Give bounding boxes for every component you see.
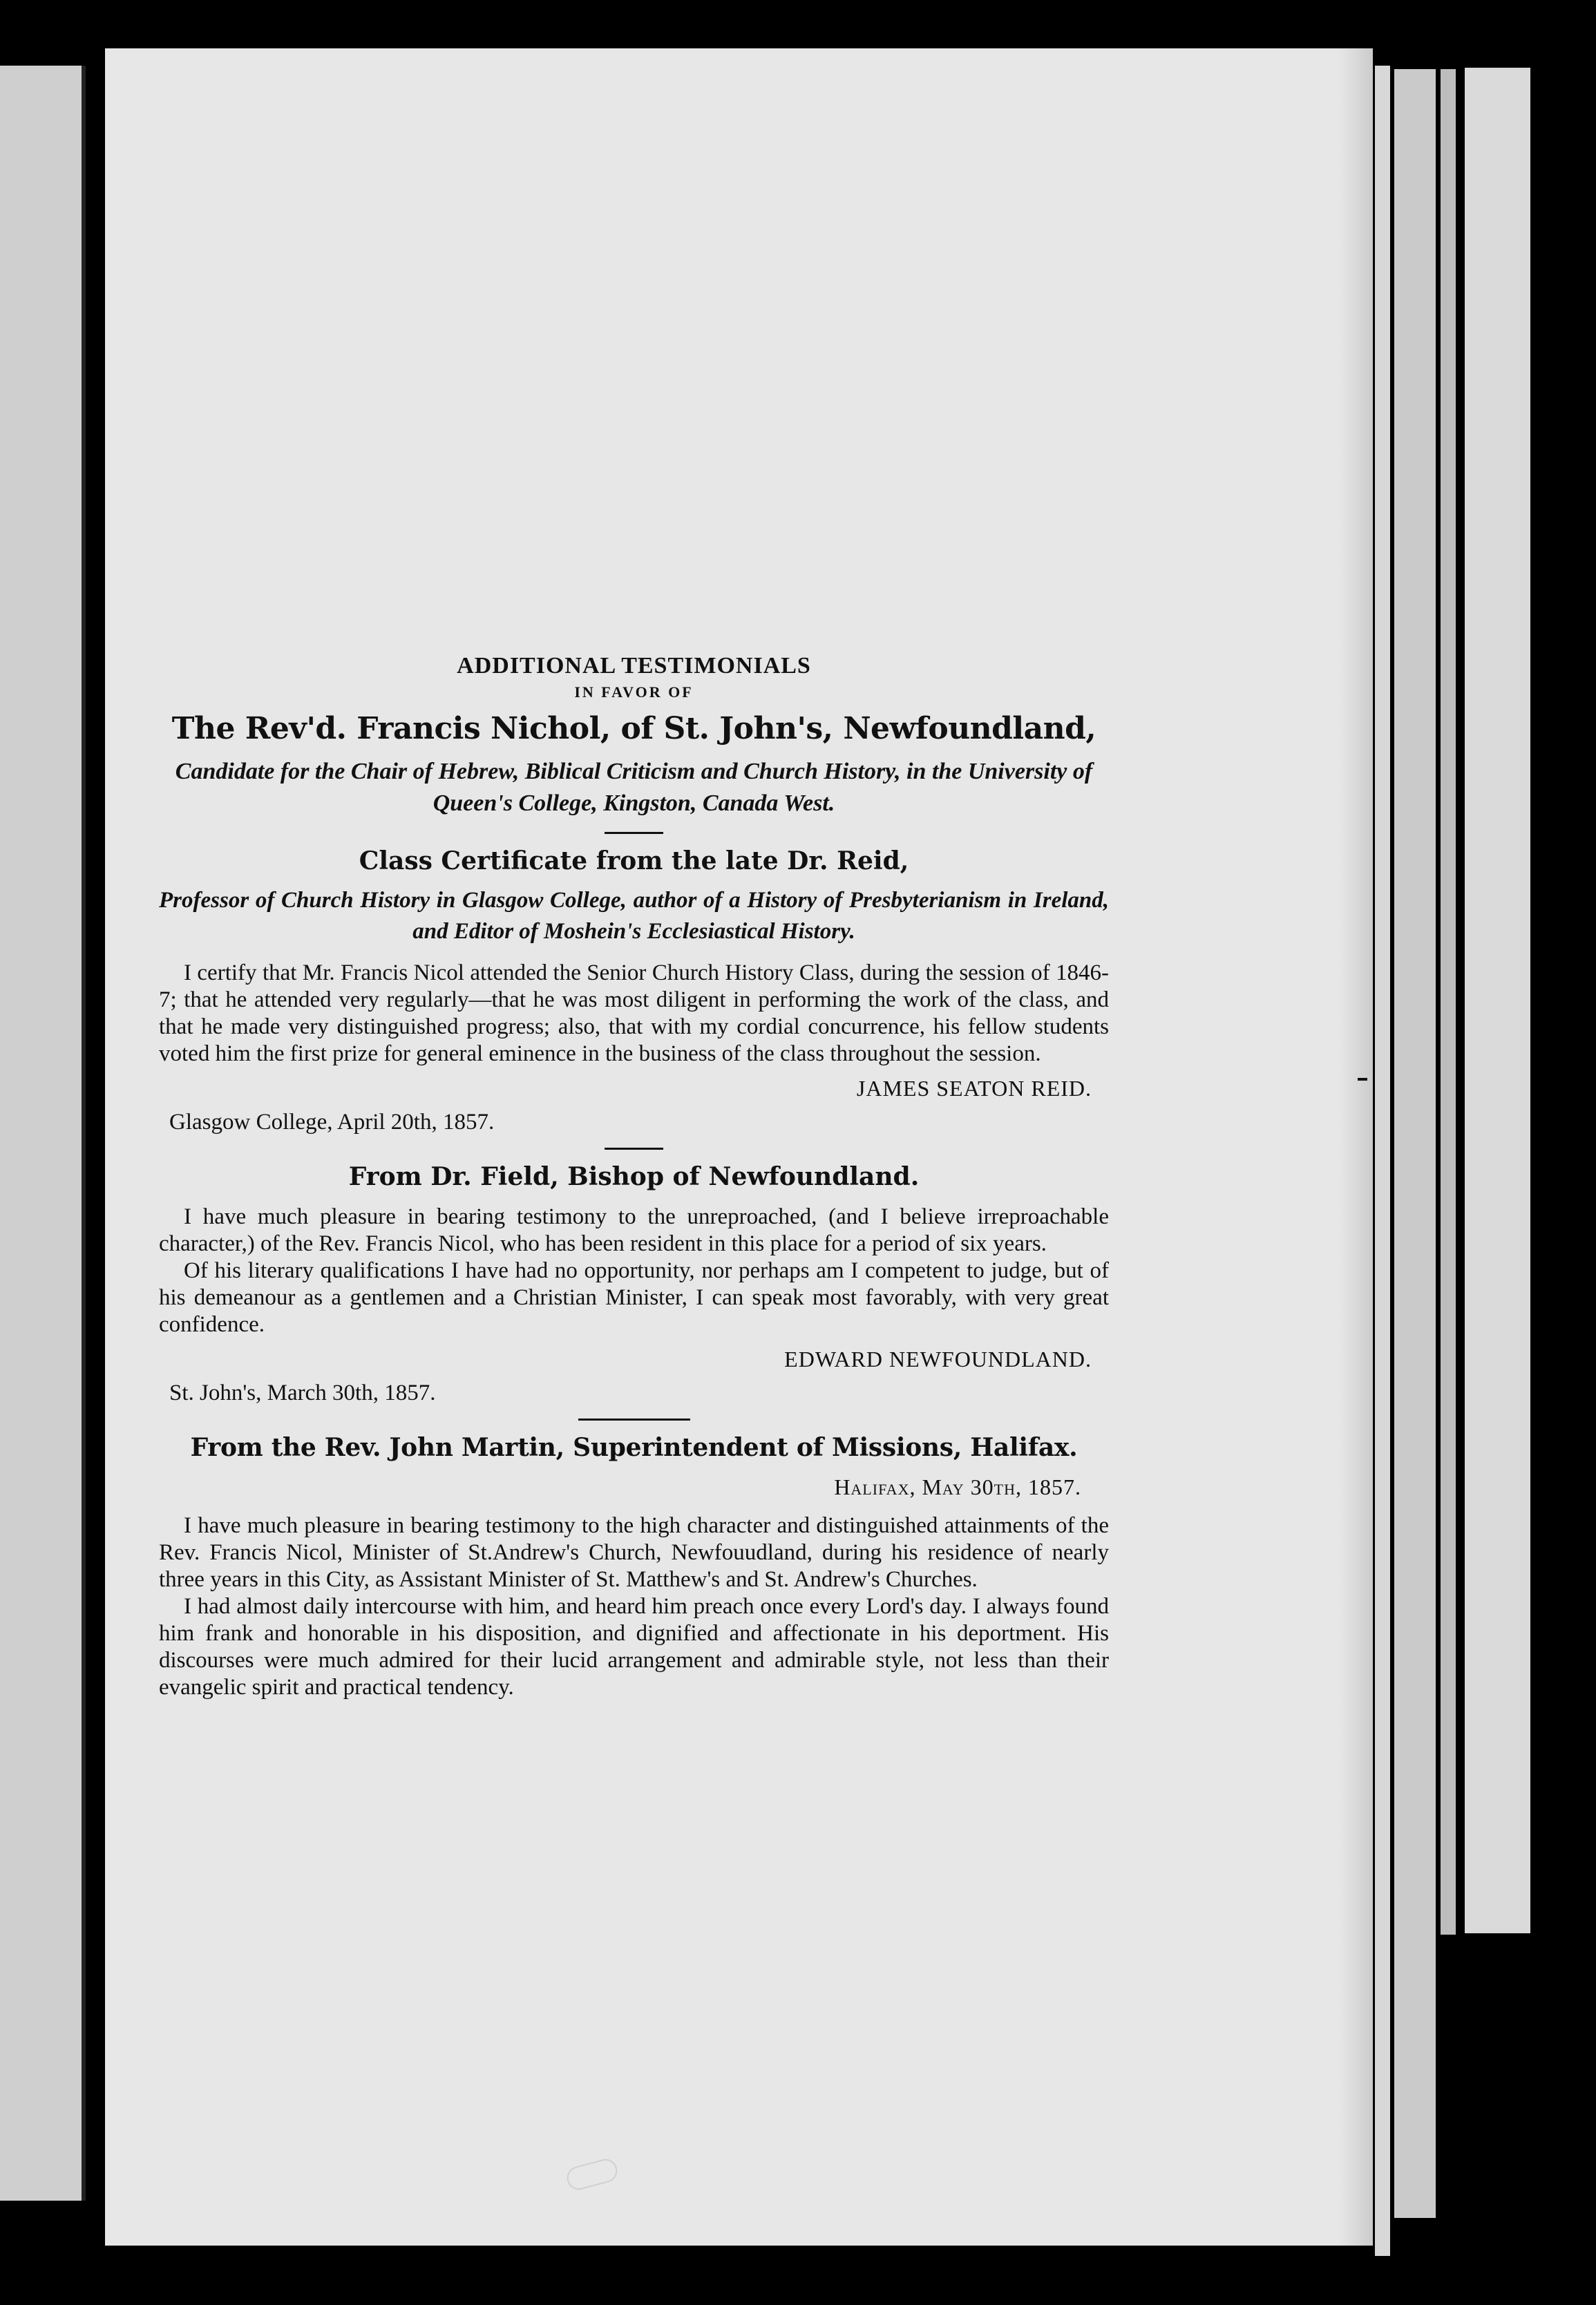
title-subtitle: Candidate for the Chair of Hebrew, Biblical Criticism and Church History, in the University of Queen's College, Kingston, Canada West. [175,759,1093,816]
paragraph: I certify that Mr. Francis Nicol attended the Senior Church History Class, during the session of 1846-7; that he attended very regularly—that he was most diligent in performing the work of the class, and that he made very distinguished progress; also, that with my cordial concurrence, his fellow students voted him the first prize for general eminence in the business of the class throughout the session. [159,960,1109,1066]
section-heading: From the Rev. John Martin, Superintendent of Missions, Halifax. [190,1433,1078,1462]
page-stack-edge [1394,69,1436,2218]
page-mark [1358,1078,1367,1081]
paragraph: I have much pleasure in bearing testimony to the high character and distinguished attainments of the Rev. Francis Nicol, Minister of St.Andrew's Church, Newfouudland, during his residence of nearly three years in this City, as Assistant Minister of St. Matthew's and St. Andrew's Churches. [159,1513,1109,1592]
divider [605,832,663,834]
section-heading: From Dr. Field, Bishop of Newfoundland. [348,1162,920,1191]
title-main: The Rev'd. Francis Nichol, of St. John's, Newfoundland, [171,711,1096,746]
page-stack-edge [1441,69,1456,1935]
paragraph: I have much pleasure in bearing testimony to the unreproached, (and I believe irreproachable character,) of the Rev. Francis Nicol, who has been resident in this place for a period of six years. [159,1204,1109,1256]
page-stack-edge [1465,68,1530,1933]
divider [605,1148,663,1150]
place-date: Glasgow College, April 20th, 1857. [169,1110,495,1135]
date-header: Halifax, May 30th, 1857. [834,1474,1081,1499]
section-subheading: Professor of Church History in Glasgow College, author of a History of Presbyterianism in Ireland, and Editor of Moshein's Ecclesiastical History. [159,888,1109,944]
document-content [159,653,1109,1701]
section-heading: Class Certificate from the late Dr. Reid, [359,846,909,875]
signature: JAMES SEATON REID. [856,1076,1092,1101]
title-line-2: IN FAVOR OF [574,683,694,701]
title-line-1: ADDITIONAL TESTIMONIALS [457,653,811,679]
signature: EDWARD NEWFOUNDLAND. [784,1347,1092,1372]
page-stack-edge [1375,66,1390,2256]
adjacent-page-edge [0,66,86,2201]
paragraph: Of his literary qualifications I have had no opportunity, nor perhaps am I competent to judge, but of his demeanour as a gentlemen and a Christian Minister, I can speak most favorably, with very great confidence. [159,1258,1109,1337]
paragraph: I had almost daily intercourse with him, and heard him preach once every Lord's day. I always found him frank and honorable in his disposition, and dignified and affectionate in his deportment. His discourses were much admired for their lucid arrangement and admirable style, not less than their evangelic spirit and practical tendency. [159,1594,1109,1700]
divider [578,1419,690,1421]
place-date: St. John's, March 30th, 1857. [169,1381,436,1405]
